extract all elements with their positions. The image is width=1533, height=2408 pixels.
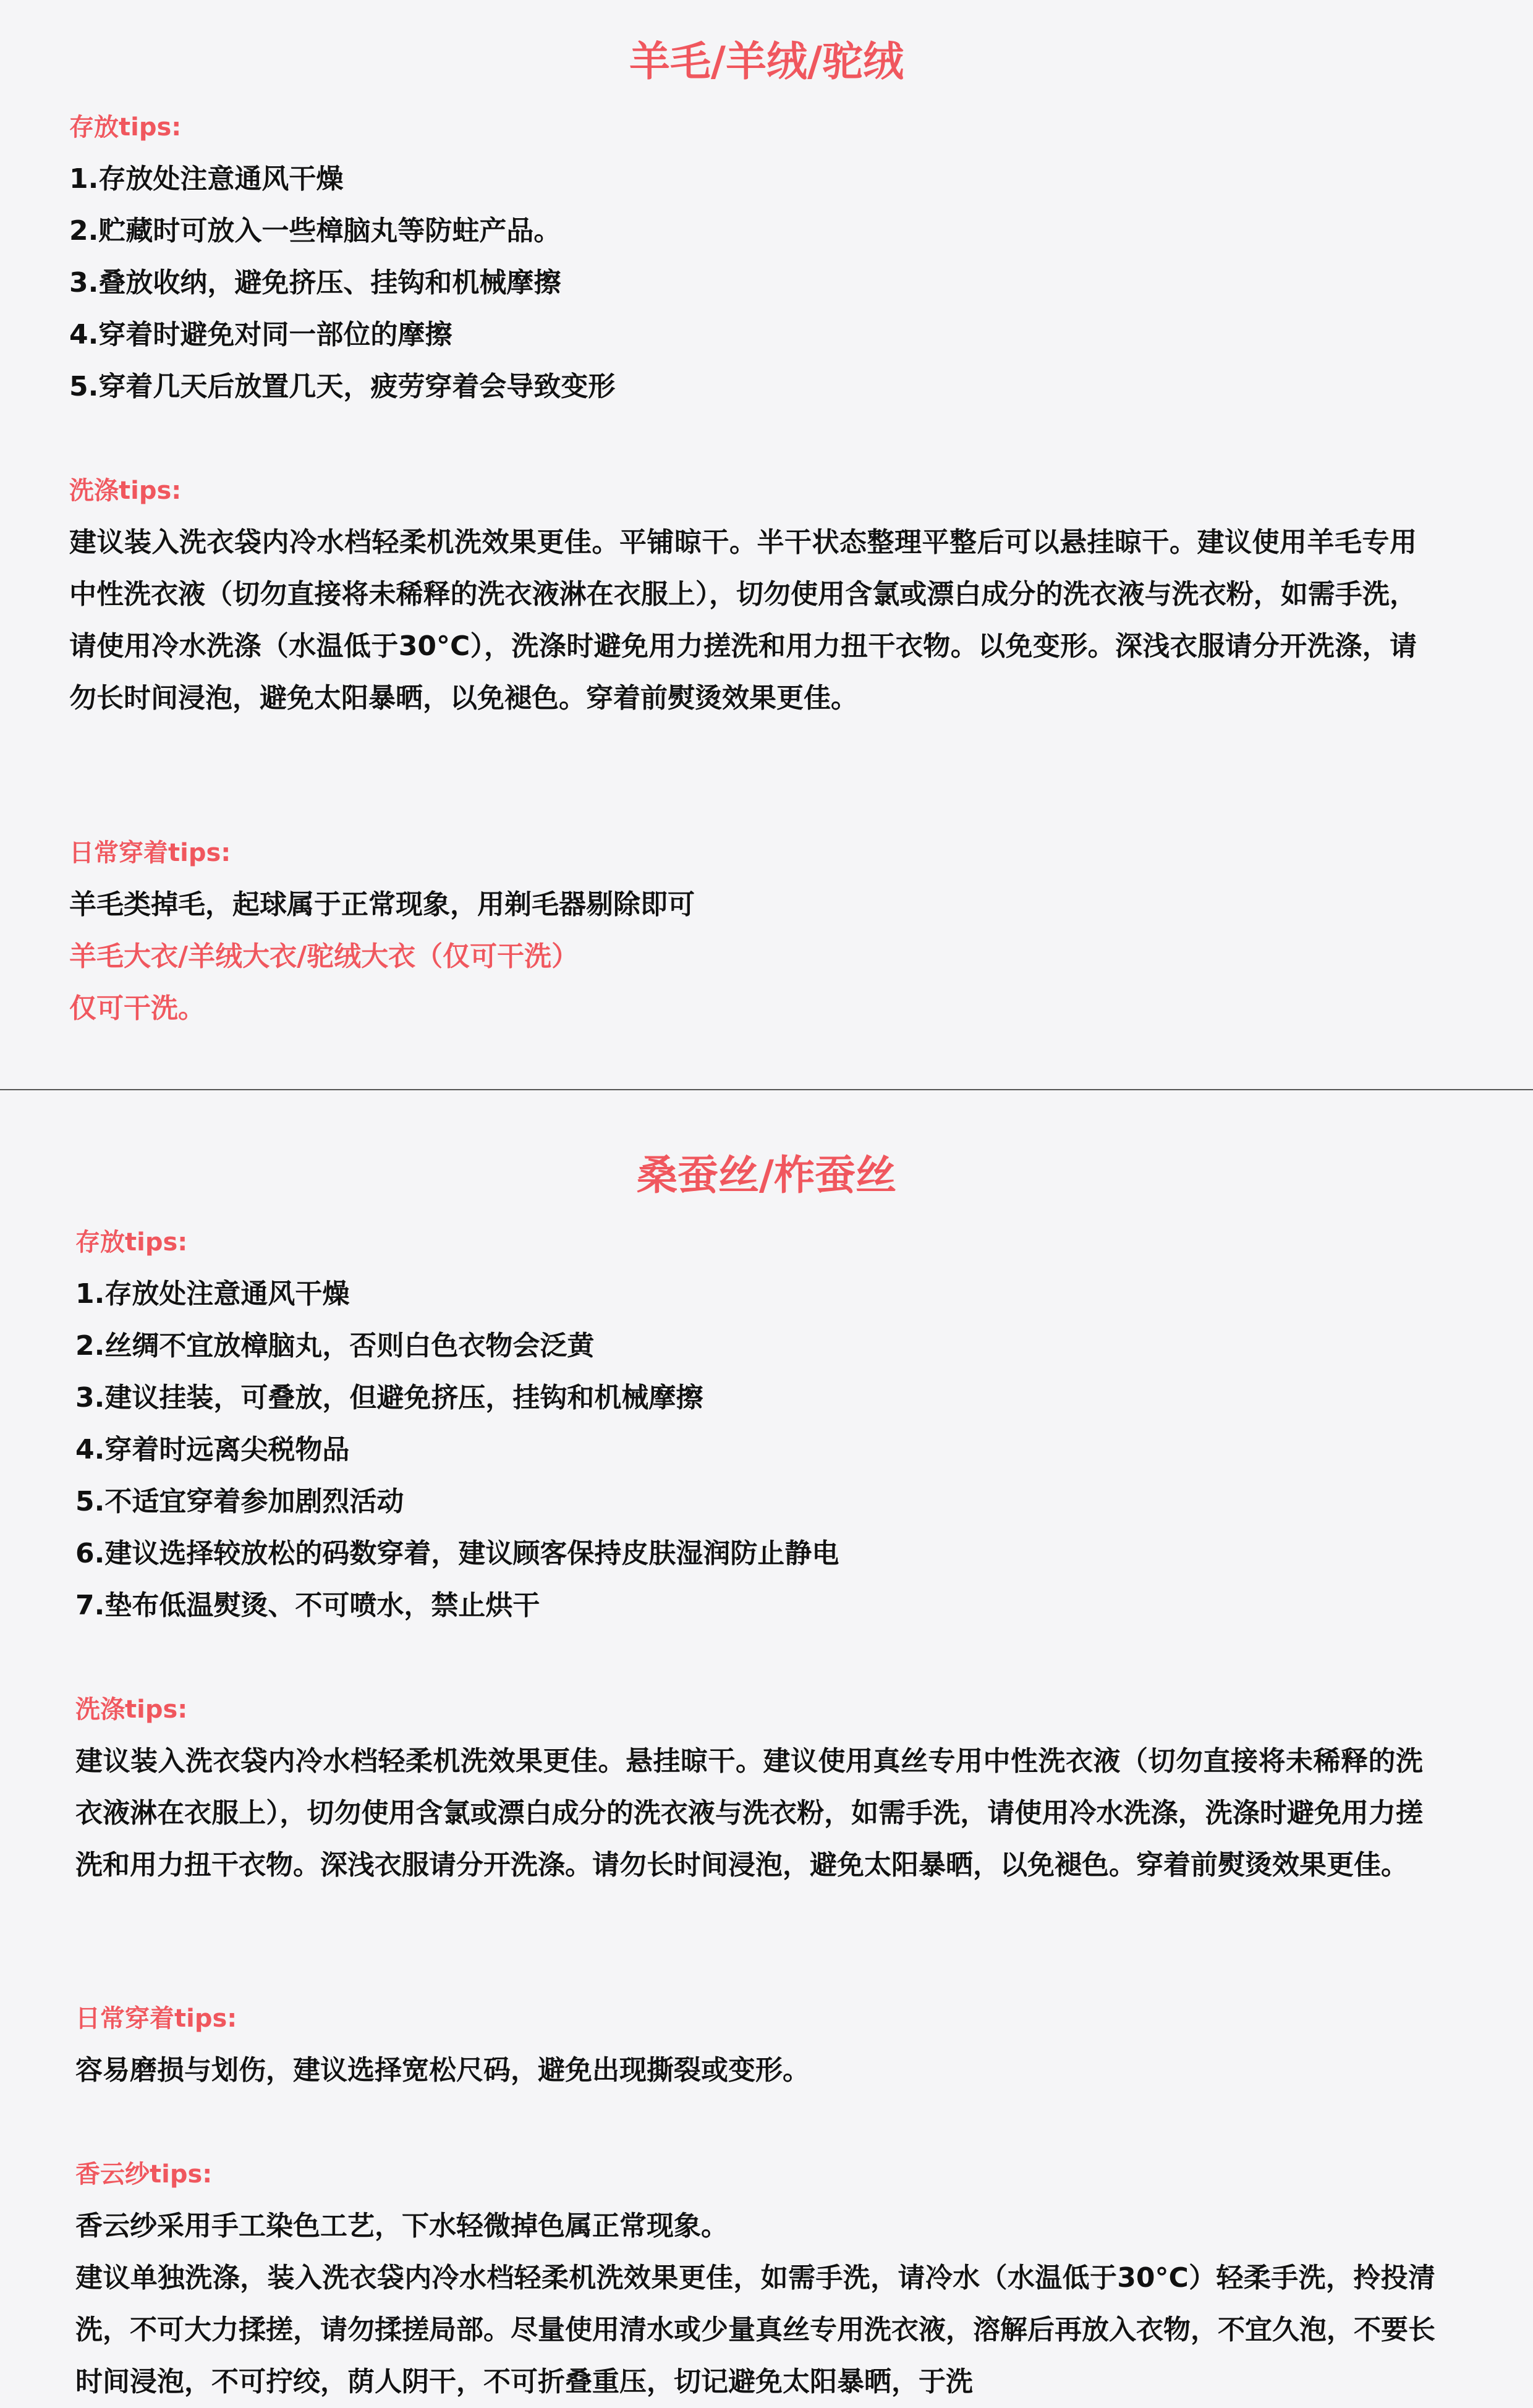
wool-storage-block (69, 101, 1429, 413)
storage-item: 4.穿着时避免对同一部位的摩擦 (69, 319, 452, 350)
storage-item: 1.存放处注意通风干燥 (75, 1278, 350, 1310)
xiangyunsha-line: 香云纱采用手工染色工艺，下水轻微掉色属正常现象。 (75, 2210, 728, 2242)
silk-washing-block (75, 1684, 1423, 1891)
daily-heading: 日常穿着tips: (69, 839, 231, 867)
daily-text: 容易磨损与划伤，建议选择宽松尺码，避免出现撕裂或变形。 (75, 2054, 810, 2086)
storage-item: 2.贮藏时可放入一些樟脑丸等防蛀产品。 (69, 215, 561, 247)
washing-heading: 洗涤tips: (69, 477, 182, 505)
storage-item: 5.穿着几天后放置几天，疲劳穿着会导致变形 (69, 371, 616, 402)
xiangyunsha-text: 建议单独洗涤，装入洗衣袋内冷水档轻柔机洗效果更佳，如需手洗，请冷水（水温低于30°C）轻柔手洗，拎投清洗，不可大力揉搓，请勿揉搓局部。尽量使用清水或少量真丝专用洗衣液，溶解后再放入衣物，不宜久泡，不要长时间浸泡，不可拧绞，荫人阴干，不可折叠重压，切记避免太阳暴晒，于洗 (75, 2262, 1435, 2397)
wool-section (0, 31, 1533, 93)
storage-item: 5.不适宜穿着参加剧烈活动 (75, 1486, 404, 1517)
coat-title: 羊毛大衣/羊绒大衣/驼绒大衣（仅可干洗） (69, 941, 579, 972)
storage-item: 4.穿着时远离尖税物品 (75, 1434, 350, 1465)
wool-daily-block (69, 827, 1429, 1035)
section-title: 桑蚕丝/柞蚕丝 (636, 1151, 897, 1199)
storage-item: 3.叠放收纳，避免挤压、挂钩和机械摩擦 (69, 267, 561, 299)
daily-text: 羊毛类掉毛，起球属于正常现象，用剃毛器剔除即可 (69, 889, 695, 920)
washing-text: 建议装入洗衣袋内冷水档轻柔机洗效果更佳。平铺晾干。半干状态整理平整后可以悬挂晾干。建议使用羊毛专用中性洗衣液（切勿直接将未稀释的洗衣液淋在衣服上），切勿使用含氯或漂白成分的洗衣液与洗衣粉，如需手洗，请使用冷水洗涤（水温低于30°C），洗涤时避免用力搓洗和用力扭干衣物。以免变形。深浅衣服请分开洗涤，请勿长时间浸泡，避免太阳暴晒，以免褪色。穿着前熨烫效果更佳。 (69, 527, 1417, 714)
storage-item: 7.垫布低温熨烫、不可喷水，禁止烘干 (75, 1590, 540, 1621)
silk-daily-block (75, 1993, 1435, 2096)
xiangyunsha-heading: 香云纱tips: (75, 2160, 213, 2189)
storage-item: 2.丝绸不宜放樟脑丸，否则白色衣物会泛黄 (75, 1330, 595, 1362)
storage-item: 6.建议选择较放松的码数穿着，建议顾客保持皮肤湿润防止静电 (75, 1538, 839, 1569)
silk-storage-block (75, 1216, 1435, 1632)
washing-text: 建议装入洗衣袋内冷水档轻柔机洗效果更佳。悬挂晾干。建议使用真丝专用中性洗衣液（切勿直接将未稀释的洗衣液淋在衣服上），切勿使用含氯或漂白成分的洗衣液与洗衣粉，如需手洗，请使用冷水洗涤，洗涤时避免用力搓洗和用力扭干衣物。深浅衣服请分开洗涤。请勿长时间浸泡，避免太阳暴晒，以免褪色。穿着前熨烫效果更佳。 (75, 1745, 1423, 1881)
storage-item: 1.存放处注意通风干燥 (69, 163, 344, 195)
daily-heading: 日常穿着tips: (75, 2004, 237, 2033)
storage-heading: 存放tips: (69, 113, 182, 142)
washing-heading: 洗涤tips: (75, 1695, 188, 1724)
silk-section (0, 1145, 1533, 1206)
storage-item: 3.建议挂装，可叠放，但避免挤压，挂钩和机械摩擦 (75, 1382, 703, 1414)
wool-washing-block (69, 465, 1417, 724)
section-divider (0, 1089, 1533, 1090)
xiangyunsha-block (75, 2148, 1435, 2408)
section-title: 羊毛/羊绒/驼绒 (629, 38, 904, 85)
coat-note: 仅可干洗。 (69, 993, 205, 1024)
storage-heading: 存放tips: (75, 1228, 188, 1257)
